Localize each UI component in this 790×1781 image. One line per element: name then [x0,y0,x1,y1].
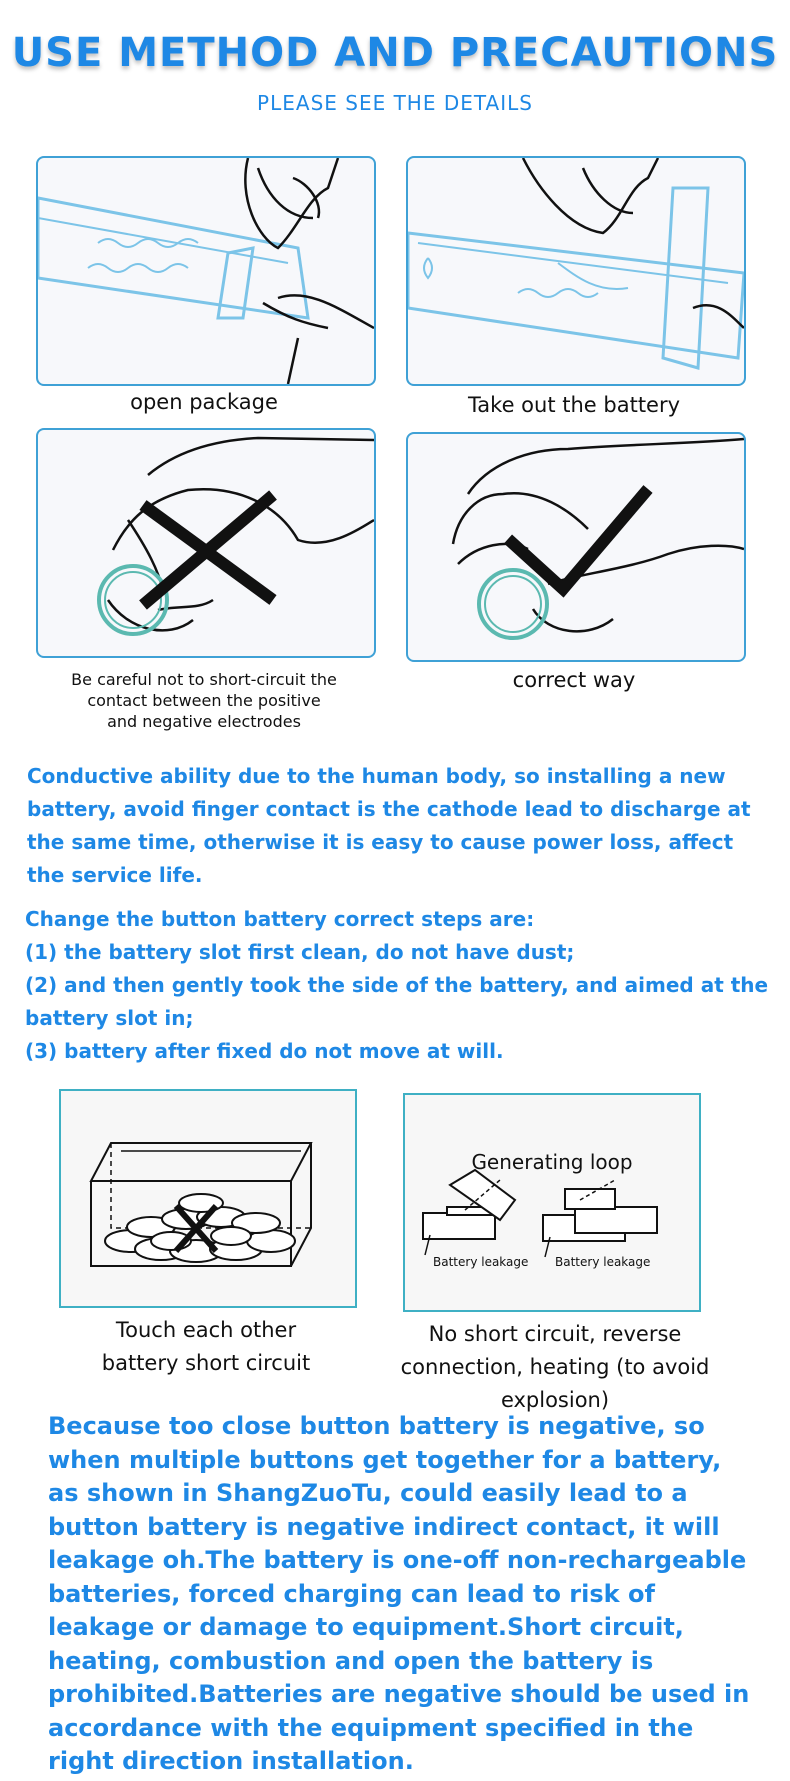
steps-heading: Change the button battery correct steps are: [25,907,535,931]
generating-loop-drawing [405,1095,699,1310]
caption-line-1: No short circuit, reverse [428,1322,682,1346]
battery-leakage-label-a: Battery leakage [433,1255,529,1269]
open-package-illustration [36,156,376,386]
batteries-touching-diagram [59,1089,357,1308]
caption-line-2: battery short circuit [101,1351,311,1375]
battery-icon [479,570,547,638]
battery-box-drawing [61,1091,355,1306]
generating-loop-title: Generating loop [471,1150,633,1174]
no-short-circuit-caption [345,1318,765,1417]
correct-way-illustration [406,432,746,662]
warning-line-1: Be careful not to short-circuit the [71,670,337,689]
touch-short-circuit-caption [59,1314,353,1380]
wrong-way-illustration [36,428,376,658]
step-item: (1) the battery slot first clean, do not have dust; [25,940,575,964]
open-package-drawing [38,158,374,384]
correct-way-caption: correct way [512,668,636,692]
battery-leakage-label-b: Battery leakage [555,1255,651,1269]
warning-line-3: and negative electrodes [107,712,301,731]
take-out-battery-illustration [406,156,746,386]
step-item: (2) and then gently took the side of the battery, and aimed at the battery slot in; [25,973,769,1030]
take-out-battery-drawing [408,158,744,384]
generating-loop-diagram [403,1093,701,1312]
correct-way-drawing [408,434,744,660]
leakage-warning-paragraph: Because too close button battery is negative, so when multiple buttons get together for a battery, as shown in ShangZuoTu, could easily lead to a button battery is negative indirect contact, it will leakage oh.The battery is one-off non-rechargeable batteries, forced charging can lead to risk of leakage or damage to equipment.Short circuit, heating, combustion and open the battery is prohibited.Batteries are negative should be used in accordance with the equipment specified in the right direction installation. [48,1412,750,1775]
caption-line-2: connection, heating (to avoid explosion) [400,1355,710,1412]
page-title: USE METHOD AND PRECAUTIONS [11,30,779,76]
caption-line-1: Touch each other [115,1318,297,1342]
open-package-caption: open package [130,390,278,414]
correct-steps-list [25,903,770,1068]
conductive-warning-paragraph: Conductive ability due to the human body, so installing a new battery, avoid finger contact is the cathode lead to discharge at the same time, otherwise it is easy to cause power loss, affect the service life. [27,764,751,887]
wrong-way-drawing [38,430,374,656]
short-circuit-warning-caption [36,669,372,732]
page-subtitle: PLEASE SEE THE DETAILS [257,91,533,115]
step-item: (3) battery after fixed do not move at will. [25,1039,504,1063]
warning-line-2: contact between the positive [87,691,321,710]
take-out-battery-caption: Take out the battery [467,393,681,417]
